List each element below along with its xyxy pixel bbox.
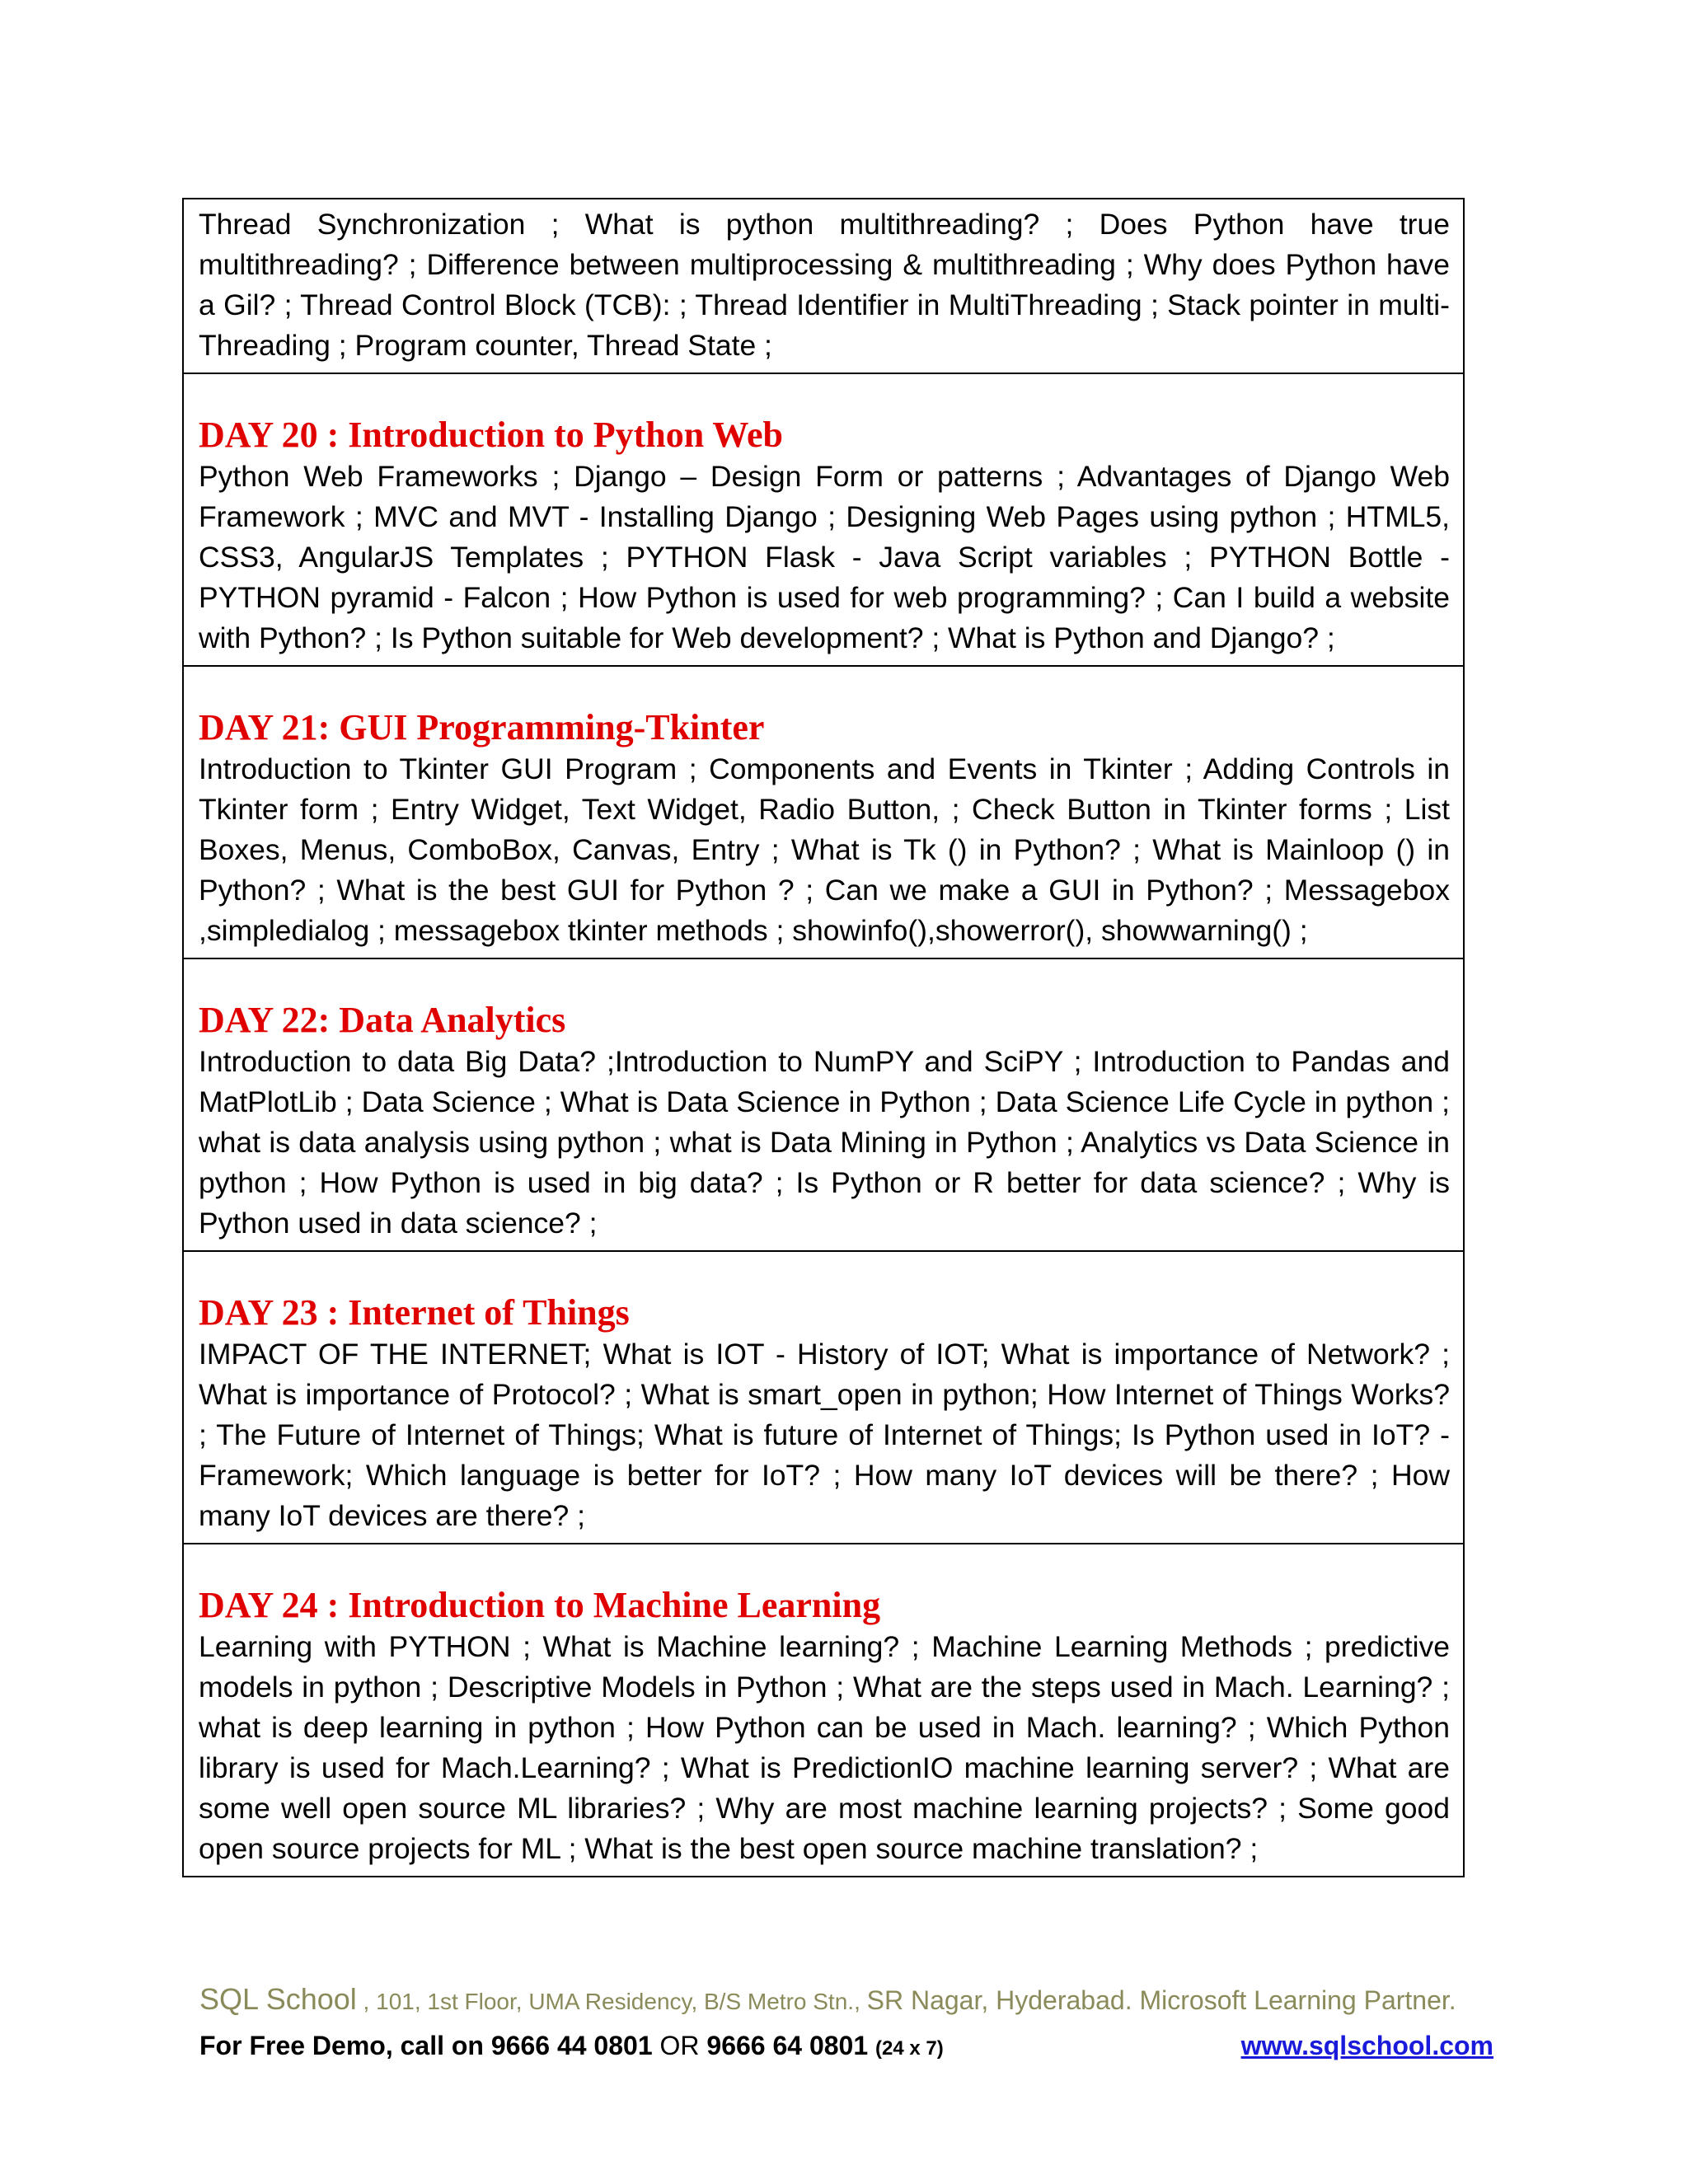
section-title: DAY 24 : Introduction to Machine Learning <box>199 1585 881 1625</box>
or-label: OR <box>652 2031 707 2060</box>
school-name: SQL School <box>199 1982 357 2016</box>
section-cell <box>183 1544 1464 1877</box>
section-topics: IMPACT OF THE INTERNET; What is IOT - History of IOT; What is importance of Network? ; What is importance of Protocol? ; What is smart_open in python; How Internet of Things Works? ; The Future of Internet of Things; What is future of Internet of Things; Is Python used in IoT? - Framework; Which language is better for IoT? ; How many IoT devices will be there? ; How many IoT devices are there? ; <box>199 1338 1450 1532</box>
section-cell <box>183 1251 1464 1544</box>
section-row-threading <box>183 199 1464 373</box>
section-topics: Python Web Frameworks ; Django – Design Form or patterns ; Advantages of Django Web Framework ; MVC and MVT - Installing Django ; Designing Web Pages using python ; HTML5, CSS3, AngularJS Templates ; PYTHON Flask - Java Script variables ; PYTHON Bottle - PYTHON pyramid - Falcon ; How Python is used for web programming? ; Can I build a website with Python? ; Is Python suitable for Web development? ; What is Python and Django? ; <box>199 460 1450 654</box>
section-cell <box>183 958 1464 1251</box>
footer-address: , 101, 1st Floor, UMA Residency, B/S Metro Stn., <box>356 1989 867 2014</box>
section-cell <box>183 199 1464 373</box>
section-topics: Thread Synchronization ; What is python multithreading? ; Does Python have true multithreading? ; Difference between multiprocessing & multithreading ; Why does Python have a Gil? ; Thread Control Block (TCB): ; Thread Identifier in MultiThreading ; Stack pointer in multi-Threading ; Program counter, Thread State ; <box>199 208 1450 362</box>
section-title: DAY 22: Data Analytics <box>199 1000 566 1040</box>
section-row-day-22 <box>183 958 1464 1251</box>
section-row-day-23 <box>183 1251 1464 1544</box>
section-row-day-20 <box>183 373 1464 666</box>
website-link[interactable]: www.sqlschool.com <box>1240 2031 1493 2060</box>
phone-number-2[interactable]: 9666 64 0801 <box>706 2031 869 2060</box>
section-topics: Introduction to data Big Data? ;Introduction to NumPY and SciPY ; Introduction to Pandas and MatPlotLib ; Data Science ; What is Data Science in Python ; Data Science Life Cycle in python ; what is data analysis using python ; what is Data Mining in Python ; Analytics vs Data Science in python ; How Python is used in big data? ; Is Python or R better for data science? ; Why is Python used in data science? ; <box>199 1045 1450 1240</box>
footer-address-line <box>199 1982 1518 2017</box>
section-title: DAY 23 : Internet of Things <box>199 1292 630 1333</box>
section-cell <box>183 373 1464 666</box>
section-cell <box>183 666 1464 958</box>
section-row-day-24 <box>183 1544 1464 1877</box>
section-title: DAY 20 : Introduction to Python Web <box>199 415 784 455</box>
call-label: , call on <box>385 2031 491 2060</box>
section-topics: Learning with PYTHON ; What is Machine learning? ; Machine Learning Methods ; predictive models in python ; Descriptive Models in Python ; What are the steps used in Mach. Learning? ; what is deep learning in python ; How Python can be used in Mach. learning? ; Which Python library is used for Mach.Learning? ; What is PredictionIO machine learning server? ; What are some well open source ML libraries? ; Why are most machine learning projects? ; Some good open source projects for ML ; What is the best open source machine translation? ; <box>199 1630 1450 1865</box>
phone-number-1[interactable]: 9666 44 0801 <box>490 2031 653 2060</box>
section-title: DAY 21: GUI Programming-Tkinter <box>199 707 765 748</box>
syllabus-table <box>182 198 1465 1877</box>
availability-label: (24 x 7) <box>875 2037 944 2060</box>
section-topics: Introduction to Tkinter GUI Program ; Components and Events in Tkinter ; Adding Controls in Tkinter form ; Entry Widget, Text Widget, Radio Button, ; Check Button in Tkinter forms ; List Boxes, Menus, ComboBox, Canvas, Entry ; What is Tk () in Python? ; What is Mainloop () in Python? ; What is the best GUI for Python ? ; Can we make a GUI in Python? ; Messagebox ,simpledialog ; messagebox tkinter methods ; showinfo(),showerror(), showwarning() ; <box>199 752 1450 947</box>
section-row-day-21 <box>183 666 1464 958</box>
footer-city-partner: SR Nagar, Hyderabad. Microsoft Learning Partner. <box>866 1985 1456 2015</box>
free-demo-label: For Free Demo <box>199 2031 386 2060</box>
footer-contact-line <box>199 2027 1493 2067</box>
